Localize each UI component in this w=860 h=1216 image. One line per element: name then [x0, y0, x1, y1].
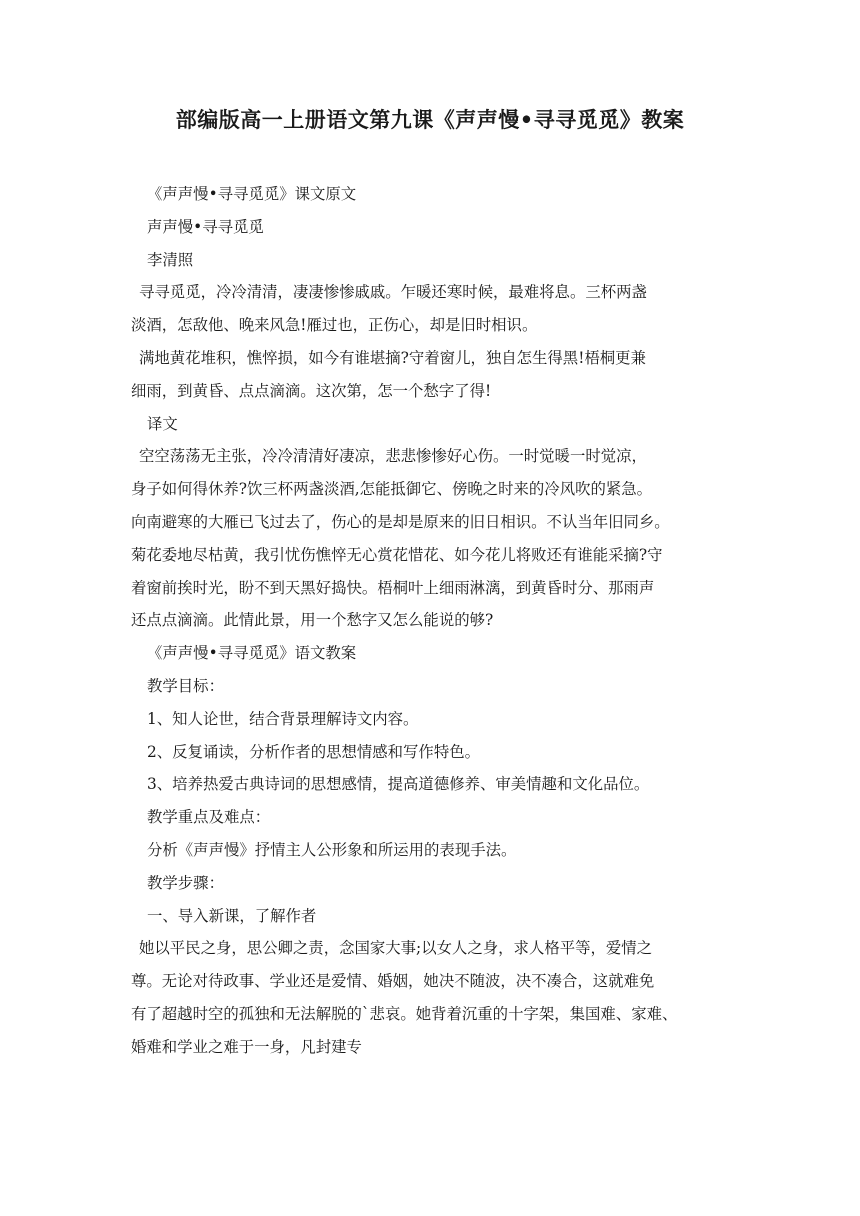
poem-line: 寻寻觅觅，冷冷清清，凄凄惨惨戚戚。乍暖还寒时候，最难将息。三杯两盏 [139, 283, 647, 302]
translation-line: 向南避寒的大雁已飞过去了，伤心的是却是原来的旧日相识。不认当年旧同乡。 [131, 512, 670, 531]
poem-line: 满地黄花堆积，憔悴损，如今有谁堪摘?守着窗儿，独自怎生得黑!梧桐更兼 [139, 348, 646, 367]
poem-title: 声声慢•寻寻觅觅 [147, 217, 264, 236]
translation-line: 空空荡荡无主张，冷冷清清好凄凉，悲悲惨惨好心伤。一时觉暖一时觉凉， [139, 447, 647, 466]
paragraph-line: 分析《声声慢》抒情主人公形象和所运用的表现手法。 [147, 840, 517, 859]
section-heading-lesson-plan: 《声声慢•寻寻觅觅》语文教案 [147, 644, 357, 663]
poem-line: 淡酒，怎敌他、晚来风急!雁过也，正伤心，却是旧时相识。 [131, 316, 538, 335]
poem-line: 细雨，到黄昏、点点滴滴。这次第，怎一个愁字了得! [131, 381, 492, 400]
translation-line: 菊花委地尽枯黄，我引忧伤憔悴无心赏花惜花、如今花儿将败还有谁能采摘?守 [131, 545, 663, 564]
document-title: 部编版高一上册语文第九课《声声慢•寻寻觅觅》教案 [175, 107, 685, 132]
translation-line: 着窗前挨时光，盼不到天黑好捣快。梧桐叶上细雨淋漓，到黄昏时分、那雨声 [131, 578, 655, 597]
paragraph-line: 她以平民之身，思公卿之责，念国家大事;以女人之身，求人格平等，爱情之 [139, 939, 653, 958]
translation-line: 还点点滴滴。此情此景，用一个愁字又怎么能说的够? [131, 611, 494, 630]
list-item: 1、知人论世，结合背景理解诗文内容。 [147, 709, 419, 728]
section-heading-original-text: 《声声慢•寻寻觅觅》课文原文 [147, 185, 357, 203]
list-item: 3、培养热爱古典诗词的思想感情，提高道德修养、审美情趣和文化品位。 [147, 775, 650, 794]
subheading-teaching-goals: 教学目标： [147, 676, 224, 695]
paragraph-line: 有了超越时空的孤独和无法解脱的`悲哀。她背着沉重的十字架，集国难、家难、 [131, 1004, 678, 1023]
poem-author: 李清照 [147, 250, 194, 269]
subheading-key-points: 教学重点及难点： [147, 808, 271, 827]
section-heading-translation: 译文 [147, 414, 178, 433]
step-heading: 一、导入新课，了解作者 [147, 906, 317, 925]
list-item: 2、反复诵读，分析作者的思想情感和写作特色。 [147, 742, 480, 761]
paragraph-line: 婚难和学业之难于一身，凡封建专 [131, 1037, 362, 1056]
document-body [131, 178, 751, 1064]
paragraph-line: 尊。无论对待政事、学业还是爱情、婚姻，她决不随波，决不凑合，这就难免 [131, 972, 655, 991]
translation-line: 身子如何得休养?饮三杯两盏淡酒,怎能抵御它、傍晚之时来的冷风吹的紧急。 [131, 480, 653, 499]
subheading-teaching-steps: 教学步骤： [147, 873, 224, 892]
